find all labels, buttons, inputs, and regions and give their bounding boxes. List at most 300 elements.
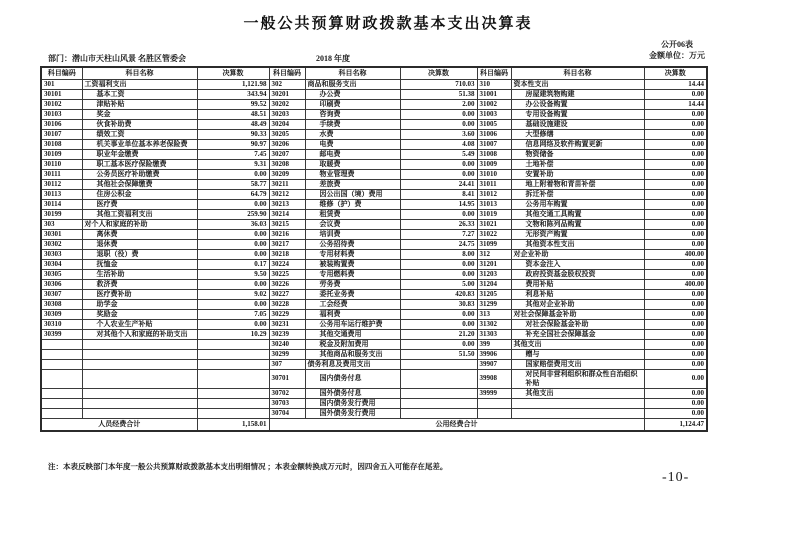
table-row	[41, 169, 707, 179]
subject-code-cell: 30211	[269, 179, 305, 189]
amount-cell: 710.03	[400, 79, 477, 89]
subject-code-cell: 39907	[477, 359, 511, 369]
subject-name-cell: 政府投资基金股权投资	[511, 269, 644, 279]
subject-code-cell: 30215	[269, 219, 305, 229]
subject-code-cell: 30207	[269, 149, 305, 159]
table-row	[41, 359, 707, 369]
amount-cell: 51.50	[400, 349, 477, 359]
personnel-total-value: 1,158.01	[197, 418, 269, 431]
amount-cell: 0.00	[197, 229, 269, 239]
subject-code-cell: 30310	[41, 319, 82, 329]
amount-cell: 0.00	[400, 209, 477, 219]
header-subject-code: 科目编码	[477, 67, 511, 79]
subject-code-cell: 31012	[477, 189, 511, 199]
subject-code-cell: 30299	[269, 349, 305, 359]
subject-code-cell: 31203	[477, 269, 511, 279]
amount-cell	[400, 369, 477, 388]
amount-cell: 0.00	[644, 229, 707, 239]
amount-cell: 0.00	[400, 109, 477, 119]
amount-cell: 0.00	[400, 169, 477, 179]
table-row	[41, 369, 707, 388]
amount-cell: 7.05	[197, 309, 269, 319]
subject-code-cell: 31003	[477, 109, 511, 119]
subject-code-cell: 31002	[477, 99, 511, 109]
amount-cell: 0.00	[644, 109, 707, 119]
subject-name-cell: 资本金注入	[511, 259, 644, 269]
table-row	[41, 319, 707, 329]
subject-code-cell: 30704	[269, 408, 305, 418]
subject-name-cell: 国外债务发行费用	[305, 408, 400, 418]
subject-name-cell: 商品和服务支出	[305, 79, 400, 89]
amount-cell: 0.00	[644, 269, 707, 279]
amount-cell: 0.00	[197, 299, 269, 309]
header-subject-name: 科目名称	[305, 67, 400, 79]
subject-name-cell: 会议费	[305, 219, 400, 229]
subject-name-cell: 差旅费	[305, 179, 400, 189]
subject-name-cell: 工会经费	[305, 299, 400, 309]
subject-name-cell: 文物和陈列品购置	[511, 219, 644, 229]
subject-name-cell: 其他对企业补助	[511, 299, 644, 309]
subject-name-cell: 物业管理费	[305, 169, 400, 179]
subject-code-cell: 30702	[269, 388, 305, 398]
subject-name-cell: 其他资本性支出	[511, 239, 644, 249]
header-subject-name: 科目名称	[82, 67, 197, 79]
header-amount: 决算数	[400, 67, 477, 79]
amount-cell: 99.52	[197, 99, 269, 109]
subject-name-cell: 其他社会保障缴费	[82, 179, 197, 189]
table-row	[41, 109, 707, 119]
sheet-meta	[649, 39, 705, 61]
amount-cell: 343.94	[197, 89, 269, 99]
header-subject-code: 科目编码	[269, 67, 305, 79]
subject-code-cell: 30229	[269, 309, 305, 319]
subject-name-cell: 职工基本医疗保险缴费	[82, 159, 197, 169]
subject-code-cell: 31001	[477, 89, 511, 99]
table-row	[41, 279, 707, 289]
amount-cell: 0.00	[644, 209, 707, 219]
subject-name-cell: 奖金	[82, 109, 197, 119]
amount-cell: 400.00	[644, 249, 707, 259]
subject-code-cell: 39999	[477, 388, 511, 398]
amount-cell: 8.41	[400, 189, 477, 199]
amount-cell: 36.03	[197, 219, 269, 229]
amount-cell	[197, 349, 269, 359]
subject-name-cell: 物资储备	[511, 149, 644, 159]
subject-code-cell: 30102	[41, 99, 82, 109]
subject-code-cell	[41, 408, 82, 418]
subject-code-cell: 30209	[269, 169, 305, 179]
amount-cell: 0.00	[644, 199, 707, 209]
subject-name-cell: 咨询费	[305, 109, 400, 119]
subject-code-cell: 313	[477, 309, 511, 319]
subject-code-cell: 30224	[269, 259, 305, 269]
table-row	[41, 159, 707, 169]
amount-cell: 7.45	[197, 149, 269, 159]
subject-name-cell: 大型修缮	[511, 129, 644, 139]
amount-cell: 0.00	[644, 349, 707, 359]
header-subject-name: 科目名称	[511, 67, 644, 79]
amount-cell: 0.00	[644, 149, 707, 159]
subject-code-cell: 30113	[41, 189, 82, 199]
table-row	[41, 99, 707, 109]
amount-cell	[197, 408, 269, 418]
header-subject-code: 科目编码	[41, 67, 82, 79]
amount-cell: 30.83	[400, 299, 477, 309]
subject-code-cell: 307	[269, 359, 305, 369]
subject-code-cell: 31021	[477, 219, 511, 229]
table-row	[41, 179, 707, 189]
subject-code-cell: 30203	[269, 109, 305, 119]
amount-cell: 0.00	[400, 259, 477, 269]
amount-cell: 0.00	[644, 408, 707, 418]
subject-name-cell: 拆迁补偿	[511, 189, 644, 199]
table-row	[41, 209, 707, 219]
subject-name-cell: 抚恤金	[82, 259, 197, 269]
subject-name-cell: 印刷费	[305, 99, 400, 109]
amount-cell: 0.00	[400, 339, 477, 349]
subject-code-cell: 39906	[477, 349, 511, 359]
amount-cell: 14.95	[400, 199, 477, 209]
subject-code-cell: 31019	[477, 209, 511, 219]
amount-cell: 4.08	[400, 139, 477, 149]
subject-code-cell: 31022	[477, 229, 511, 239]
subject-name-cell: 赠与	[511, 349, 644, 359]
subject-name-cell	[82, 339, 197, 349]
subject-code-cell: 30399	[41, 329, 82, 339]
public-total-label: 公用经费合计	[269, 418, 644, 431]
amount-cell	[400, 388, 477, 398]
subject-name-cell: 公务招待费	[305, 239, 400, 249]
subject-code-cell: 30239	[269, 329, 305, 339]
subject-name-cell: 对其他个人和家庭的补助支出	[82, 329, 197, 339]
table-row	[41, 309, 707, 319]
subject-code-cell	[41, 339, 82, 349]
subject-code-cell	[41, 398, 82, 408]
amount-cell: 14.44	[644, 79, 707, 89]
subject-code-cell	[41, 369, 82, 388]
amount-cell: 0.17	[197, 259, 269, 269]
amount-cell: 90.97	[197, 139, 269, 149]
subject-code-cell: 30307	[41, 289, 82, 299]
table-row	[41, 269, 707, 279]
subject-name-cell: 福利费	[305, 309, 400, 319]
subject-code-cell: 30212	[269, 189, 305, 199]
amount-cell: 26.33	[400, 219, 477, 229]
amount-cell	[197, 359, 269, 369]
subject-name-cell: 无形资产购置	[511, 229, 644, 239]
subject-name-cell: 邮电费	[305, 149, 400, 159]
subject-code-cell	[477, 398, 511, 408]
amount-cell: 8.00	[400, 249, 477, 259]
subject-name-cell: 公务员医疗补助缴费	[82, 169, 197, 179]
subject-name-cell: 公务用车购置	[511, 199, 644, 209]
amount-cell: 1,121.98	[197, 79, 269, 89]
subject-name-cell: 退休费	[82, 239, 197, 249]
subject-code-cell: 30225	[269, 269, 305, 279]
subject-name-cell: 专用材料费	[305, 249, 400, 259]
subject-code-cell: 30240	[269, 339, 305, 349]
subject-code-cell	[41, 359, 82, 369]
subject-name-cell: 助学金	[82, 299, 197, 309]
table-row	[41, 189, 707, 199]
subject-name-cell: 机关事业单位基本养老保险费	[82, 139, 197, 149]
subject-name-cell: 住房公积金	[82, 189, 197, 199]
table-row	[41, 229, 707, 239]
page-title: 一般公共预算财政拨款基本支出决算表	[243, 15, 533, 32]
subject-code-cell: 30201	[269, 89, 305, 99]
subject-name-cell: 离休费	[82, 229, 197, 239]
subject-code-cell: 30101	[41, 89, 82, 99]
subject-name-cell: 其他商品和服务支出	[305, 349, 400, 359]
subject-name-cell: 补充全国社会保障基金	[511, 329, 644, 339]
subject-name-cell: 劳务费	[305, 279, 400, 289]
subject-code-cell: 30110	[41, 159, 82, 169]
subject-name-cell: 土地补偿	[511, 159, 644, 169]
subject-code-cell: 30111	[41, 169, 82, 179]
amount-cell: 400.00	[644, 279, 707, 289]
subject-code-cell: 30217	[269, 239, 305, 249]
amount-cell: 0.00	[644, 129, 707, 139]
subject-code-cell: 30114	[41, 199, 82, 209]
subject-name-cell: 其他支出	[511, 388, 644, 398]
fiscal-year-label: 2018 年度	[316, 54, 350, 63]
table-row	[41, 349, 707, 359]
table-row	[41, 249, 707, 259]
page-number: -10-	[662, 470, 690, 485]
subject-name-cell: 对社会保险基金补助	[511, 319, 644, 329]
subject-name-cell: 电费	[305, 139, 400, 149]
table-row	[41, 149, 707, 159]
subject-code-cell: 30701	[269, 369, 305, 388]
amount-cell: 58.77	[197, 179, 269, 189]
subject-code-cell: 303	[41, 219, 82, 229]
subject-code-cell: 30204	[269, 119, 305, 129]
table-row	[41, 408, 707, 418]
subject-code-cell: 30205	[269, 129, 305, 139]
subject-code-cell: 30301	[41, 229, 82, 239]
amount-cell	[197, 388, 269, 398]
amount-cell: 0.00	[644, 169, 707, 179]
subject-code-cell: 31011	[477, 179, 511, 189]
subject-name-cell: 对民间非营利组织和群众性自治组织补贴	[511, 369, 644, 388]
subject-name-cell: 因公出国（境）费用	[305, 189, 400, 199]
amount-cell	[400, 408, 477, 418]
subject-code-cell: 31010	[477, 169, 511, 179]
subject-code-cell: 30228	[269, 299, 305, 309]
totals-row	[41, 418, 707, 431]
subject-code-cell: 30213	[269, 199, 305, 209]
budget-table-body	[41, 79, 707, 418]
subject-code-cell: 31008	[477, 149, 511, 159]
subject-code-cell: 30703	[269, 398, 305, 408]
amount-cell: 48.49	[197, 119, 269, 129]
subject-code-cell: 30218	[269, 249, 305, 259]
table-row	[41, 398, 707, 408]
subject-name-cell: 资本性支出	[511, 79, 644, 89]
amount-cell: 0.00	[400, 119, 477, 129]
subject-name-cell	[82, 349, 197, 359]
amount-cell: 0.00	[644, 179, 707, 189]
subject-code-cell: 30108	[41, 139, 82, 149]
header-amount: 决算数	[644, 67, 707, 79]
amount-cell: 9.31	[197, 159, 269, 169]
subject-code-cell: 30227	[269, 289, 305, 299]
amount-cell: 0.00	[400, 269, 477, 279]
subject-code-cell: 30308	[41, 299, 82, 309]
amount-cell	[400, 359, 477, 369]
subject-name-cell: 绩效工资	[82, 129, 197, 139]
subject-name-cell: 职业年金缴费	[82, 149, 197, 159]
subject-name-cell: 对企业补助	[511, 249, 644, 259]
subject-code-cell: 31201	[477, 259, 511, 269]
subject-code-cell: 31005	[477, 119, 511, 129]
subject-code-cell: 30306	[41, 279, 82, 289]
subject-name-cell: 基本工资	[82, 89, 197, 99]
subject-name-cell	[511, 398, 644, 408]
subject-name-cell: 其他交通工具购置	[511, 209, 644, 219]
subject-code-cell: 301	[41, 79, 82, 89]
amount-cell: 420.83	[400, 289, 477, 299]
subject-name-cell	[82, 398, 197, 408]
amount-cell: 0.00	[644, 388, 707, 398]
amount-cell: 0.00	[644, 239, 707, 249]
subject-name-cell: 其他支出	[511, 339, 644, 349]
amount-cell: 0.00	[644, 319, 707, 329]
subject-code-cell: 30106	[41, 119, 82, 129]
table-footer	[41, 418, 707, 431]
subject-name-cell	[511, 408, 644, 418]
subject-name-cell: 被装购置费	[305, 259, 400, 269]
table-row	[41, 388, 707, 398]
table-row	[41, 259, 707, 269]
table-row	[41, 219, 707, 229]
amount-cell: 0.00	[400, 159, 477, 169]
subject-name-cell: 国外债务付息	[305, 388, 400, 398]
subject-code-cell: 31013	[477, 199, 511, 209]
subject-code-cell	[41, 388, 82, 398]
subject-code-cell: 31204	[477, 279, 511, 289]
amount-cell	[197, 369, 269, 388]
subject-name-cell: 房屋建筑物购建	[511, 89, 644, 99]
amount-cell: 0.00	[644, 398, 707, 408]
subject-name-cell: 医疗费	[82, 199, 197, 209]
subject-name-cell: 培训费	[305, 229, 400, 239]
amount-cell: 0.00	[644, 309, 707, 319]
subject-name-cell: 伙食补助费	[82, 119, 197, 129]
amount-cell: 0.00	[644, 189, 707, 199]
subject-name-cell: 工资福利支出	[82, 79, 197, 89]
subject-code-cell: 30302	[41, 239, 82, 249]
subject-code-cell: 31205	[477, 289, 511, 299]
subject-name-cell: 基础设施建设	[511, 119, 644, 129]
table-header	[41, 67, 707, 79]
amount-cell: 90.33	[197, 129, 269, 139]
subject-code-cell: 30303	[41, 249, 82, 259]
subject-name-cell: 专用设备购置	[511, 109, 644, 119]
table-row	[41, 199, 707, 209]
amount-cell: 10.29	[197, 329, 269, 339]
subject-name-cell: 安置补助	[511, 169, 644, 179]
amount-cell: 0.00	[644, 299, 707, 309]
amount-cell: 9.02	[197, 289, 269, 299]
subject-name-cell: 其他工资福利支出	[82, 209, 197, 219]
amount-cell: 0.00	[644, 89, 707, 99]
subject-code-cell: 30103	[41, 109, 82, 119]
amount-cell: 0.00	[197, 239, 269, 249]
table-row	[41, 129, 707, 139]
subject-name-cell: 国内债务发行费用	[305, 398, 400, 408]
department-label: 部门：潜山市天柱山风景 名胜区管委会	[48, 54, 186, 63]
subject-code-cell: 30305	[41, 269, 82, 279]
amount-cell: 14.44	[644, 99, 707, 109]
amount-cell: 259.90	[197, 209, 269, 219]
amount-cell: 2.00	[400, 99, 477, 109]
amount-cell: 0.00	[644, 139, 707, 149]
table-row	[41, 139, 707, 149]
subject-code-cell: 310	[477, 79, 511, 89]
subject-code-cell: 399	[477, 339, 511, 349]
subject-name-cell: 国家赔偿费用支出	[511, 359, 644, 369]
subject-name-cell	[82, 408, 197, 418]
amount-cell: 5.00	[400, 279, 477, 289]
subject-name-cell: 对个人和家庭的补助	[82, 219, 197, 229]
subject-name-cell: 退职（役）费	[82, 249, 197, 259]
amount-cell: 51.38	[400, 89, 477, 99]
subject-name-cell: 税金及附加费用	[305, 339, 400, 349]
subject-code-cell: 30214	[269, 209, 305, 219]
amount-cell: 7.27	[400, 229, 477, 239]
subject-code-cell: 30216	[269, 229, 305, 239]
subject-code-cell: 31007	[477, 139, 511, 149]
budget-table	[40, 66, 708, 432]
subject-name-cell	[82, 388, 197, 398]
subject-name-cell: 生活补助	[82, 269, 197, 279]
amount-cell: 21.20	[400, 329, 477, 339]
subject-code-cell: 30112	[41, 179, 82, 189]
subject-name-cell: 救济费	[82, 279, 197, 289]
amount-cell: 24.75	[400, 239, 477, 249]
subject-code-cell: 302	[269, 79, 305, 89]
amount-cell: 64.79	[197, 189, 269, 199]
subject-name-cell: 费用补贴	[511, 279, 644, 289]
table-row	[41, 239, 707, 249]
subject-code-cell: 30208	[269, 159, 305, 169]
subject-name-cell: 奖励金	[82, 309, 197, 319]
subject-name-cell	[82, 359, 197, 369]
amount-cell: 0.00	[644, 339, 707, 349]
amount-cell	[197, 398, 269, 408]
amount-unit-label: 金额单位：万元	[649, 51, 705, 60]
subject-name-cell: 国内债务付息	[305, 369, 400, 388]
subject-code-cell: 39908	[477, 369, 511, 388]
table-row	[41, 329, 707, 339]
amount-cell: 0.00	[644, 259, 707, 269]
sheet-number-label: 公开06表	[661, 40, 693, 49]
amount-cell: 0.00	[644, 159, 707, 169]
amount-cell: 0.00	[197, 279, 269, 289]
header-row	[41, 67, 707, 79]
subject-code-cell: 312	[477, 249, 511, 259]
amount-cell: 0.00	[197, 169, 269, 179]
subject-name-cell: 手续费	[305, 119, 400, 129]
amount-cell: 0.00	[644, 119, 707, 129]
subject-code-cell	[41, 349, 82, 359]
amount-cell: 0.00	[400, 319, 477, 329]
amount-cell: 0.00	[197, 319, 269, 329]
table-row	[41, 89, 707, 99]
subject-code-cell: 31299	[477, 299, 511, 309]
amount-cell: 0.00	[644, 219, 707, 229]
